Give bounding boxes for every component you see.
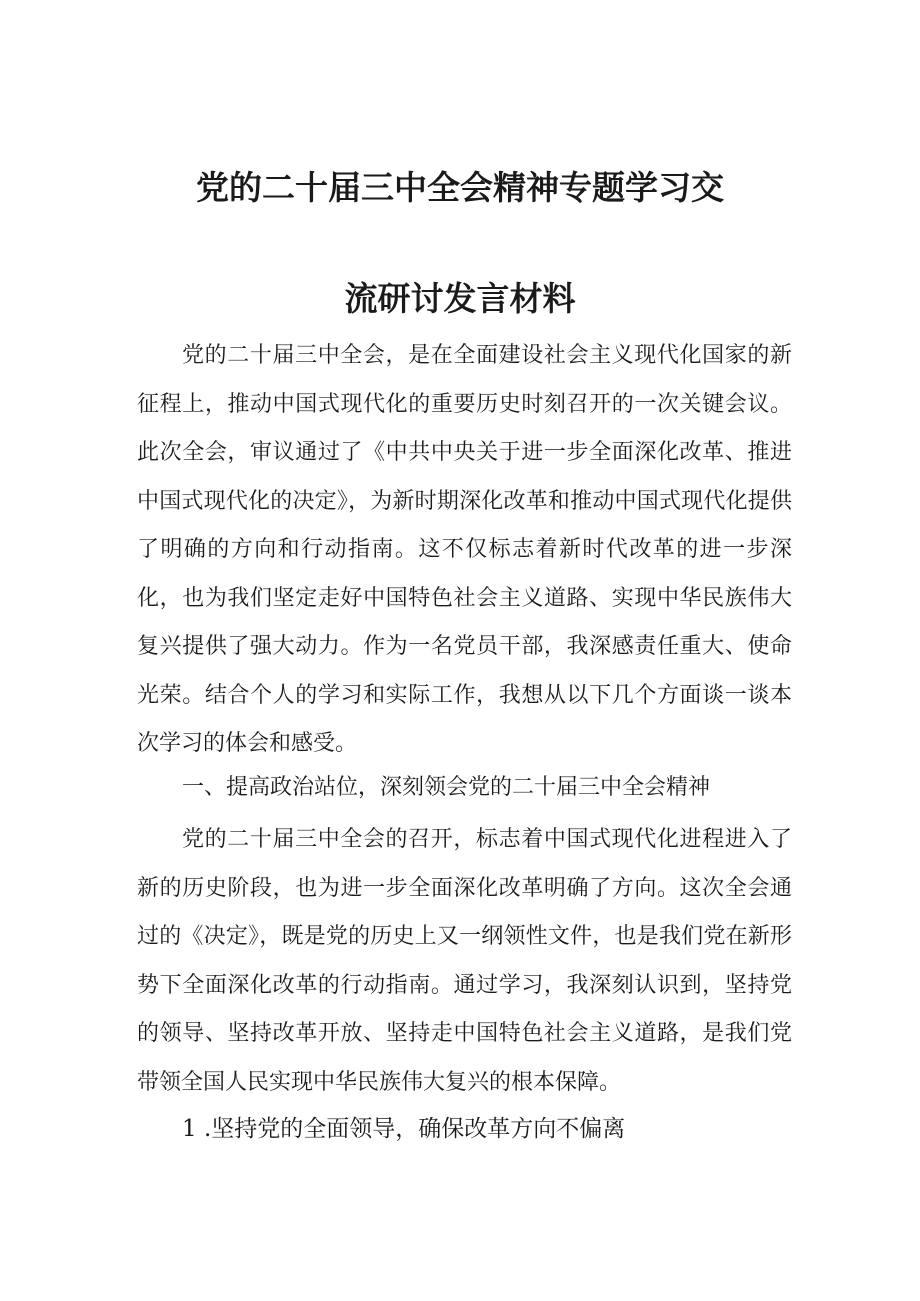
body-paragraph-section-1: 党的二十届三中全会的召开，标志着中国式现代化进程进入了新的历史阶段，也为进一步全面深化改革明确了方向。这次全会通过的《决定》，既是党的历史上又一纲领性文件，也是我们党在新形势下全面深化改革的行动指南。通过学习，我深刻认识到，坚持党的领导、坚持改革开放、坚持走中国特色社会主义道路，是我们党带领全国人民实现中华民族伟大复兴的根本保障。 — [137, 827, 792, 1095]
section-heading-1: 一、提高政治站位，深刻领会党的二十届三中全会精神 — [182, 775, 711, 800]
body-paragraph-intro: 党的二十届三中全会，是在全面建设社会主义现代化国家的新征程上，推动中国式现代化的重要历史时刻召开的一次关键会议。此次全会，审议通过了《中共中央关于进一步全面深化改革、推进中国式现代化的决定》，为新时期深化改革和推动中国式现代化提供了明确的方向和行动指南。这不仅标志着新时代改革的进一步深化，也为我们坚定走好中国特色社会主义道路、实现中华民族伟大复兴提供了强大动力。作为一名党员干部，我深感责任重大、使命光荣。结合个人的学习和实际工作，我想从以下几个方面谈一谈本次学习的体会和感受。 — [137, 343, 792, 756]
document-title-line-1: 党的二十届三中全会精神专题学习交 — [196, 168, 724, 207]
subheading-1: 1 .坚持党的全面领导，确保改革方向不偏离 — [182, 1116, 626, 1142]
document-title-line-2: 流研讨发言材料 — [344, 279, 576, 318]
